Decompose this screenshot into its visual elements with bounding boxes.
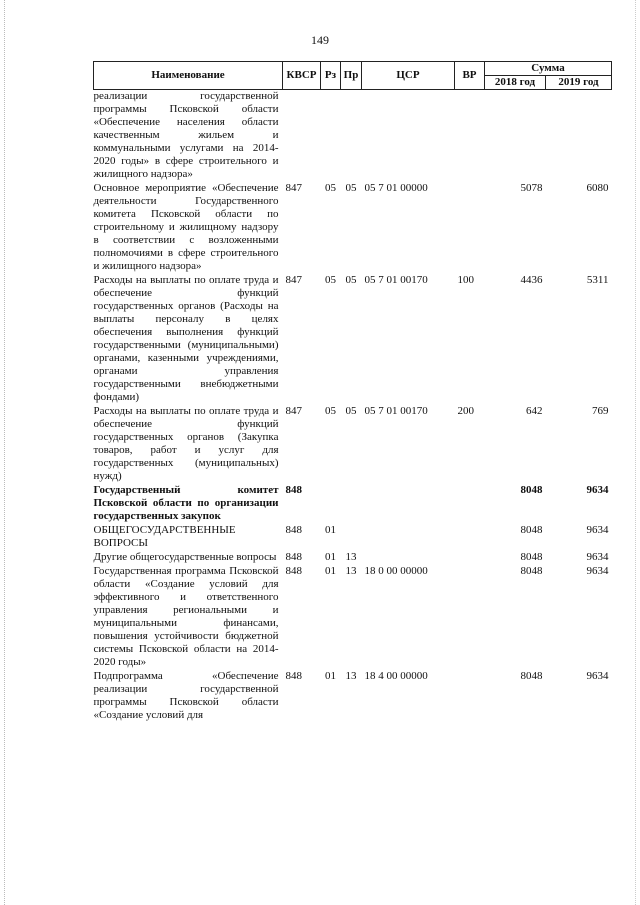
cell-name: Основное мероприятие «Обеспечение деятельности Государственного комитета Псковской области по строительному и жилищному надзору в соответствии с возложенными полномочиями в сфере строительного и жилищного надзора» [93, 182, 279, 272]
header-year-2019: 2019 год [546, 76, 612, 90]
cell-vr [455, 670, 485, 723]
table-row [94, 551, 612, 565]
cell-kvsr: 847 [285, 182, 302, 194]
cell-rz: 01 [325, 565, 336, 577]
cell-name: Расходы на выплаты по оплате труда и обеспечение функций государственных органов (Расходы на выплаты персоналу в целях обеспечения выполнения функций государственными (муниципальными) органами, казенными учреждениями, органами управления государственными внебюджетными фондами) [93, 274, 279, 403]
cell-rz: 05 [325, 182, 336, 194]
cell-sum-2018: 642 [526, 405, 543, 417]
cell-sum-2018: 8048 [520, 551, 543, 563]
cell-sum-2018 [485, 90, 546, 183]
cell-pr: 13 [345, 670, 357, 682]
cell-rz [321, 484, 341, 524]
cell-kvsr: 848 [285, 551, 302, 563]
budget-table [93, 61, 612, 723]
cell-rz: 01 [325, 551, 336, 563]
cell-sum-2018: 8048 [520, 670, 543, 682]
header-sum: Сумма [485, 62, 612, 76]
cell-sum-2019: 9634 [586, 484, 609, 496]
cell-csr: 05 7 01 00170 [364, 405, 428, 417]
cell-sum-2018: 8048 [520, 524, 543, 536]
cell-rz [321, 90, 341, 183]
cell-kvsr: 848 [285, 565, 302, 577]
table-row [94, 182, 612, 274]
cell-vr [455, 551, 485, 565]
cell-sum-2019: 9634 [586, 670, 609, 682]
cell-kvsr: 848 [285, 670, 302, 682]
cell-name: Государственная программа Псковской области «Создание условий для эффективного и ответственного управления региональными и муниципальными финансами, повышения устойчивости бюджетной системы Псковской области на 2014-2020 годы» [93, 565, 279, 668]
cell-kvsr [283, 90, 321, 183]
table-row [94, 565, 612, 670]
header-rz: Рз [321, 62, 341, 90]
scan-edge-right [635, 0, 637, 905]
cell-vr [455, 90, 485, 183]
cell-sum-2018: 8048 [520, 565, 543, 577]
cell-kvsr: 847 [285, 405, 302, 417]
cell-sum-2019: 9634 [586, 524, 609, 536]
cell-sum-2018: 8048 [520, 484, 543, 496]
table-body [94, 90, 612, 724]
cell-rz: 05 [325, 405, 336, 417]
cell-vr: 200 [457, 405, 474, 417]
header-csr: ЦСР [362, 62, 455, 90]
cell-kvsr: 848 [285, 524, 302, 536]
header-kvsr: КВСР [283, 62, 321, 90]
table-row [94, 90, 612, 183]
cell-name: Расходы на выплаты по оплате труда и обеспечение функций государственных органов (Закупка товаров, работ и услуг для государственных (муниципальных) нужд) [93, 405, 279, 482]
table-row [94, 670, 612, 723]
cell-pr: 13 [345, 565, 357, 577]
cell-rz: 05 [325, 274, 336, 286]
cell-vr [455, 182, 485, 274]
cell-csr [362, 551, 455, 565]
cell-sum-2019: 9634 [586, 551, 609, 563]
page-number: 149 [311, 33, 329, 47]
scan-edge-left [4, 0, 6, 905]
cell-csr [362, 90, 455, 183]
table-row [94, 274, 612, 405]
header-name: Наименование [94, 62, 283, 90]
cell-csr: 05 7 01 00000 [364, 182, 428, 194]
cell-sum-2018: 4436 [520, 274, 543, 286]
cell-vr: 100 [457, 274, 474, 286]
cell-sum-2019: 5311 [586, 274, 609, 286]
cell-pr [341, 484, 362, 524]
cell-sum-2019 [546, 90, 612, 183]
cell-kvsr: 848 [285, 484, 302, 496]
cell-vr [455, 524, 485, 551]
cell-pr: 05 [345, 405, 357, 417]
cell-pr [341, 90, 362, 183]
cell-name: Другие общегосударственные вопросы [93, 551, 277, 563]
cell-sum-2019: 6080 [586, 182, 609, 194]
cell-csr: 05 7 01 00170 [364, 274, 428, 286]
header-pr: Пр [341, 62, 362, 90]
cell-csr [362, 484, 455, 524]
cell-vr [455, 565, 485, 670]
cell-rz: 01 [325, 670, 336, 682]
cell-pr: 05 [345, 182, 357, 194]
cell-name: Государственный комитет Псковской области по организации государственных закупок [93, 484, 279, 522]
cell-rz: 01 [325, 524, 336, 536]
table-row [94, 405, 612, 484]
cell-vr [455, 484, 485, 524]
table-row [94, 524, 612, 551]
cell-sum-2019: 9634 [586, 565, 609, 577]
header-year-2018: 2018 год [485, 76, 546, 90]
cell-pr: 05 [345, 274, 357, 286]
cell-pr: 13 [345, 551, 357, 563]
cell-csr: 18 4 00 00000 [364, 670, 428, 682]
cell-csr: 18 0 00 00000 [364, 565, 428, 577]
header-vr: ВР [455, 62, 485, 90]
cell-name: реализации государственной программы Псковской области «Обеспечение населения области качественным жильем и коммунальными услугами на 2014-2020 годы» в сфере строительного и жилищного надзора» [93, 90, 279, 180]
cell-name: Подпрограмма «Обеспечение реализации государственной программы Псковской области «Создание условий для [93, 670, 279, 721]
cell-sum-2019: 769 [592, 405, 609, 417]
table-row [94, 484, 612, 524]
cell-pr [341, 524, 362, 551]
cell-csr [362, 524, 455, 551]
cell-kvsr: 847 [285, 274, 302, 286]
table-header [94, 62, 612, 90]
cell-sum-2018: 5078 [520, 182, 543, 194]
cell-name: ОБЩЕГОСУДАРСТВЕННЫЕ ВОПРОСЫ [93, 524, 236, 549]
